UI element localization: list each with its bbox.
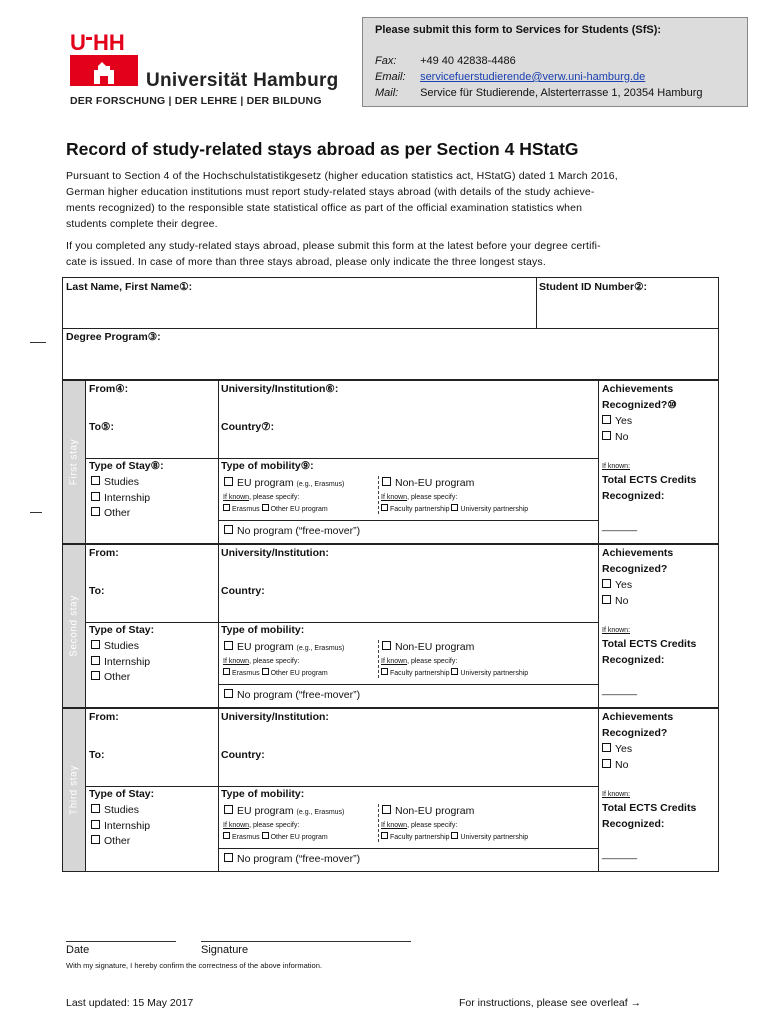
studies-checkbox[interactable] bbox=[91, 640, 139, 652]
checkbox-icon[interactable] bbox=[91, 492, 100, 501]
country-field[interactable]: Country: bbox=[221, 585, 265, 597]
checkbox-label: Internship bbox=[104, 492, 151, 504]
instruction-paragraph bbox=[66, 238, 706, 270]
please-specify: , please specify: bbox=[407, 494, 458, 501]
intro-line: ments recognized) to the responsible state statistical office as part of the official examination statistics when bbox=[66, 202, 583, 214]
other-eu-label: Other EU program bbox=[270, 506, 328, 513]
checkbox-icon[interactable] bbox=[91, 835, 100, 844]
country-field[interactable]: Country: bbox=[221, 749, 265, 761]
mobility-label: Type of mobility⑨: bbox=[221, 460, 314, 472]
checkbox-label: Non-EU program bbox=[395, 641, 475, 653]
row-divider bbox=[218, 848, 599, 849]
mobility-dash-divider bbox=[378, 476, 379, 514]
stay-side-label bbox=[62, 708, 86, 872]
fax-key: Fax: bbox=[375, 55, 397, 67]
erasmus-label: Erasmus bbox=[232, 834, 260, 841]
internship-checkbox[interactable] bbox=[91, 492, 150, 504]
ects-recognized-label: Recognized: bbox=[602, 654, 665, 666]
eu-suboptions bbox=[223, 504, 328, 513]
checkbox-label: Other bbox=[104, 507, 131, 519]
if-known: If known bbox=[223, 494, 250, 501]
eu-program-checkbox[interactable] bbox=[224, 805, 344, 817]
eu-suboptions bbox=[223, 832, 328, 841]
checkbox-icon[interactable] bbox=[224, 641, 233, 650]
university-partnership-label: University partnership bbox=[460, 670, 529, 677]
email-link[interactable]: servicefuerstudierende@verw.uni-hamburg.de bbox=[420, 71, 646, 83]
if-known-label bbox=[602, 791, 630, 798]
row-divider bbox=[62, 328, 719, 329]
checkbox-icon[interactable] bbox=[224, 477, 233, 486]
checkbox-label: Studies bbox=[104, 640, 140, 652]
other-checkbox[interactable] bbox=[91, 507, 130, 519]
university-partnership-label: University partnership bbox=[460, 834, 529, 841]
checkbox-icon[interactable] bbox=[451, 668, 458, 675]
row-divider bbox=[85, 786, 599, 787]
checkbox-label: No program (“free-mover”) bbox=[237, 689, 361, 701]
ects-blank[interactable]: ______ bbox=[602, 520, 638, 532]
if-known: If known bbox=[223, 658, 250, 665]
checkbox-label: No program (“free-mover”) bbox=[237, 853, 361, 865]
other-eu-label: Other EU program bbox=[270, 834, 328, 841]
checkbox-icon[interactable] bbox=[451, 832, 458, 839]
checkbox-label: EU program bbox=[237, 641, 294, 653]
non-eu-suboptions bbox=[381, 504, 528, 513]
checkbox-icon[interactable] bbox=[91, 804, 100, 813]
row-divider bbox=[85, 458, 599, 459]
non-eu-specify bbox=[381, 822, 457, 829]
checkbox-icon[interactable] bbox=[602, 759, 611, 768]
erasmus-label: Erasmus bbox=[232, 670, 260, 677]
university-name: Universität Hamburg bbox=[146, 70, 339, 91]
checkbox-label: Other bbox=[104, 671, 131, 683]
document-title: Record of study-related stays abroad as per Section 4 HStatG bbox=[66, 139, 579, 159]
ects-recognized-label: Recognized: bbox=[602, 818, 665, 830]
stay-side-text: Third stay bbox=[68, 765, 80, 815]
if-known: If known bbox=[381, 658, 408, 665]
eu-note: (e.g., Erasmus) bbox=[296, 481, 345, 488]
submission-title: Please submit this form to Services for Students (SfS): bbox=[375, 24, 662, 36]
non-eu-program-checkbox[interactable] bbox=[382, 641, 474, 653]
faculty-label: Faculty partnership bbox=[390, 834, 450, 841]
faculty-label: Faculty partnership bbox=[390, 670, 450, 677]
other-eu-label: Other EU program bbox=[270, 670, 328, 677]
date-label: Date bbox=[66, 944, 90, 956]
checkbox-label: Yes bbox=[615, 743, 633, 755]
type-of-stay-label: Type of Stay: bbox=[89, 788, 155, 800]
mobility-dash-divider bbox=[378, 640, 379, 678]
eu-program-checkbox[interactable] bbox=[224, 477, 344, 489]
checkbox-icon[interactable] bbox=[91, 671, 100, 680]
intro-line: German higher education institutions must report study-related stays abroad (with details of the study achieve- bbox=[66, 186, 595, 198]
student-id-field[interactable]: Student ID Number②: bbox=[539, 281, 647, 293]
email-key: Email: bbox=[375, 71, 406, 83]
to-field[interactable]: To⑤: bbox=[89, 421, 114, 433]
eu-suboptions bbox=[223, 668, 328, 677]
checkbox-icon[interactable] bbox=[91, 476, 100, 485]
checkbox-icon[interactable] bbox=[602, 431, 611, 440]
checkbox-icon[interactable] bbox=[381, 832, 388, 839]
checkbox-label: EU program bbox=[237, 805, 294, 817]
no-program-checkbox[interactable] bbox=[224, 689, 360, 701]
checkbox-icon[interactable] bbox=[224, 689, 233, 698]
non-eu-specify bbox=[381, 494, 457, 501]
instruction-line: cate is issued. In case of more than three stays abroad, please only indicate the three longest stays. bbox=[66, 256, 546, 268]
fold-mark bbox=[30, 512, 42, 513]
mail-row bbox=[375, 87, 703, 99]
col-divider bbox=[536, 277, 537, 328]
ects-blank[interactable]: ______ bbox=[602, 848, 638, 860]
checkbox-icon[interactable] bbox=[381, 668, 388, 675]
fax-number: +49 40 42838-4486 bbox=[420, 55, 516, 67]
eu-program-checkbox[interactable] bbox=[224, 641, 344, 653]
stay-side-label bbox=[62, 380, 86, 544]
checkbox-icon[interactable] bbox=[382, 805, 391, 814]
checkbox-icon[interactable] bbox=[91, 640, 100, 649]
university-slogan: DER FORSCHUNG | DER LEHRE | DER BILDUNG bbox=[70, 95, 322, 107]
non-eu-suboptions bbox=[381, 668, 528, 677]
recognized-yes-checkbox[interactable] bbox=[602, 743, 632, 755]
checkbox-label: Yes bbox=[615, 415, 633, 427]
checkbox-label: Yes bbox=[615, 579, 633, 591]
checkbox-label: Internship bbox=[104, 656, 151, 668]
checkbox-icon[interactable] bbox=[602, 415, 611, 424]
eu-specify bbox=[223, 658, 299, 665]
eu-specify bbox=[223, 494, 299, 501]
university-field[interactable]: University/Institution: bbox=[221, 711, 329, 723]
instruction-line: If you completed any study-related stays abroad, please submit this form at the latest before your degree certifi- bbox=[66, 240, 601, 252]
fax-row bbox=[375, 55, 516, 67]
please-specify: , please specify: bbox=[407, 658, 458, 665]
non-eu-suboptions bbox=[381, 832, 528, 841]
achievements-label: Achievements bbox=[602, 383, 674, 395]
checkbox-icon[interactable] bbox=[602, 595, 611, 604]
checkbox-label: Other bbox=[104, 835, 131, 847]
university-field[interactable]: University/Institution⑥: bbox=[221, 383, 339, 395]
university-field[interactable]: University/Institution: bbox=[221, 547, 329, 559]
checkbox-icon[interactable] bbox=[223, 668, 230, 675]
from-field[interactable]: From: bbox=[89, 547, 119, 559]
date-line[interactable] bbox=[66, 941, 176, 942]
studies-checkbox[interactable] bbox=[91, 476, 139, 488]
checkbox-icon[interactable] bbox=[224, 853, 233, 862]
please-specify: , please specify: bbox=[249, 822, 300, 829]
ects-label: Total ECTS Credits bbox=[602, 802, 697, 814]
checkbox-icon[interactable] bbox=[262, 504, 269, 511]
if-known: If known: bbox=[602, 463, 631, 470]
please-specify: , please specify: bbox=[407, 822, 458, 829]
checkbox-icon[interactable] bbox=[224, 525, 233, 534]
recognized-label: Recognized? bbox=[602, 563, 668, 575]
non-eu-program-checkbox[interactable] bbox=[382, 477, 474, 489]
intro-line: Pursuant to Section 4 of the Hochschulstatistikgesetz (higher education statistics act, HStatG) dated 1 March 2016, bbox=[66, 170, 618, 182]
row-divider bbox=[218, 520, 599, 521]
checkbox-label: No bbox=[615, 431, 629, 443]
svg-text:U: U bbox=[70, 30, 86, 55]
email-row bbox=[375, 71, 645, 83]
ects-label: Total ECTS Credits bbox=[602, 638, 697, 650]
stay-side-label bbox=[62, 544, 86, 708]
please-specify: , please specify: bbox=[249, 658, 300, 665]
intro-line: students complete their degree. bbox=[66, 218, 218, 230]
recognized-no-checkbox[interactable] bbox=[602, 431, 628, 443]
type-of-stay-label: Type of Stay⑧: bbox=[89, 460, 164, 472]
signature-note: With my signature, I hereby confirm the correctness of the above information. bbox=[66, 961, 322, 970]
checkbox-icon[interactable] bbox=[382, 477, 391, 486]
recognized-label: Recognized?⑩ bbox=[602, 399, 677, 411]
mail-address: Service für Studierende, Alsterterrasse 1, 20354 Hamburg bbox=[420, 87, 703, 99]
ects-label: Total ECTS Credits bbox=[602, 474, 697, 486]
mail-key: Mail: bbox=[375, 87, 399, 99]
recognized-no-checkbox[interactable] bbox=[602, 759, 628, 771]
achievements-label: Achievements bbox=[602, 547, 674, 559]
intro-paragraph bbox=[66, 168, 706, 232]
please-specify: , please specify: bbox=[249, 494, 300, 501]
overleaf-note: For instructions, please see overleaf → bbox=[459, 997, 642, 1009]
stay-side-text: Second stay bbox=[68, 595, 80, 657]
to-field[interactable]: To: bbox=[89, 585, 105, 597]
if-known-label bbox=[602, 463, 630, 470]
signature-line[interactable] bbox=[201, 941, 411, 942]
if-known: If known bbox=[381, 822, 408, 829]
fold-mark bbox=[30, 342, 46, 343]
if-known-label bbox=[602, 627, 630, 634]
eu-note: (e.g., Erasmus) bbox=[296, 645, 345, 652]
if-known: If known bbox=[381, 494, 408, 501]
internship-checkbox[interactable] bbox=[91, 820, 150, 832]
non-eu-program-checkbox[interactable] bbox=[382, 805, 474, 817]
checkbox-label: Studies bbox=[104, 476, 140, 488]
from-field[interactable]: From: bbox=[89, 711, 119, 723]
name-field[interactable]: Last Name, First Name①: bbox=[66, 281, 193, 293]
checkbox-icon[interactable] bbox=[381, 504, 388, 511]
checkbox-icon[interactable] bbox=[224, 805, 233, 814]
to-field[interactable]: To: bbox=[89, 749, 105, 761]
row-divider bbox=[85, 622, 599, 623]
achievements-label: Achievements bbox=[602, 711, 674, 723]
stay-side-text: First stay bbox=[68, 438, 80, 486]
checkbox-icon[interactable] bbox=[262, 832, 269, 839]
country-field[interactable]: Country⑦: bbox=[221, 421, 275, 433]
erasmus-label: Erasmus bbox=[232, 506, 260, 513]
degree-program-field[interactable]: Degree Program③: bbox=[66, 331, 161, 343]
internship-checkbox[interactable] bbox=[91, 656, 150, 668]
checkbox-icon[interactable] bbox=[91, 820, 100, 829]
eu-note: (e.g., Erasmus) bbox=[296, 809, 345, 816]
other-checkbox[interactable] bbox=[91, 835, 130, 847]
non-eu-specify bbox=[381, 658, 457, 665]
ects-blank[interactable]: ______ bbox=[602, 684, 638, 696]
recognized-yes-checkbox[interactable] bbox=[602, 415, 632, 427]
checkbox-label: No bbox=[615, 759, 629, 771]
university-logo bbox=[70, 28, 138, 86]
checkbox-label: No program (“free-mover”) bbox=[237, 525, 361, 537]
checkbox-icon[interactable] bbox=[451, 504, 458, 511]
checkbox-label: EU program bbox=[237, 477, 294, 489]
type-of-stay-label: Type of Stay: bbox=[89, 624, 155, 636]
university-partnership-label: University partnership bbox=[460, 506, 529, 513]
checkbox-label: No bbox=[615, 595, 629, 607]
checkbox-icon[interactable] bbox=[91, 507, 100, 516]
if-known: If known: bbox=[602, 627, 631, 634]
other-checkbox[interactable] bbox=[91, 671, 130, 683]
checkbox-label: Studies bbox=[104, 804, 140, 816]
checkbox-icon[interactable] bbox=[91, 656, 100, 665]
checkbox-icon[interactable] bbox=[602, 743, 611, 752]
recognized-yes-checkbox[interactable] bbox=[602, 579, 632, 591]
faculty-label: Faculty partnership bbox=[390, 506, 450, 513]
recognized-label: Recognized? bbox=[602, 727, 668, 739]
checkbox-label: Non-EU program bbox=[395, 477, 475, 489]
no-program-checkbox[interactable] bbox=[224, 525, 360, 537]
recognized-no-checkbox[interactable] bbox=[602, 595, 628, 607]
last-updated: Last updated: 15 May 2017 bbox=[66, 997, 194, 1009]
checkbox-icon[interactable] bbox=[223, 504, 230, 511]
eu-specify bbox=[223, 822, 299, 829]
checkbox-icon[interactable] bbox=[382, 641, 391, 650]
mobility-dash-divider bbox=[378, 804, 379, 842]
no-program-checkbox[interactable] bbox=[224, 853, 360, 865]
ects-recognized-label: Recognized: bbox=[602, 490, 665, 502]
signature-label: Signature bbox=[201, 944, 249, 956]
if-known: If known bbox=[223, 822, 250, 829]
checkbox-icon[interactable] bbox=[602, 579, 611, 588]
checkbox-icon[interactable] bbox=[223, 832, 230, 839]
studies-checkbox[interactable] bbox=[91, 804, 139, 816]
row-divider bbox=[218, 684, 599, 685]
checkbox-icon[interactable] bbox=[262, 668, 269, 675]
mobility-label: Type of mobility: bbox=[221, 624, 305, 636]
svg-text:HH: HH bbox=[93, 30, 125, 55]
mobility-label: Type of mobility: bbox=[221, 788, 305, 800]
checkbox-label: Non-EU program bbox=[395, 805, 475, 817]
if-known: If known: bbox=[602, 791, 631, 798]
from-field[interactable]: From④: bbox=[89, 383, 129, 395]
checkbox-label: Internship bbox=[104, 820, 151, 832]
